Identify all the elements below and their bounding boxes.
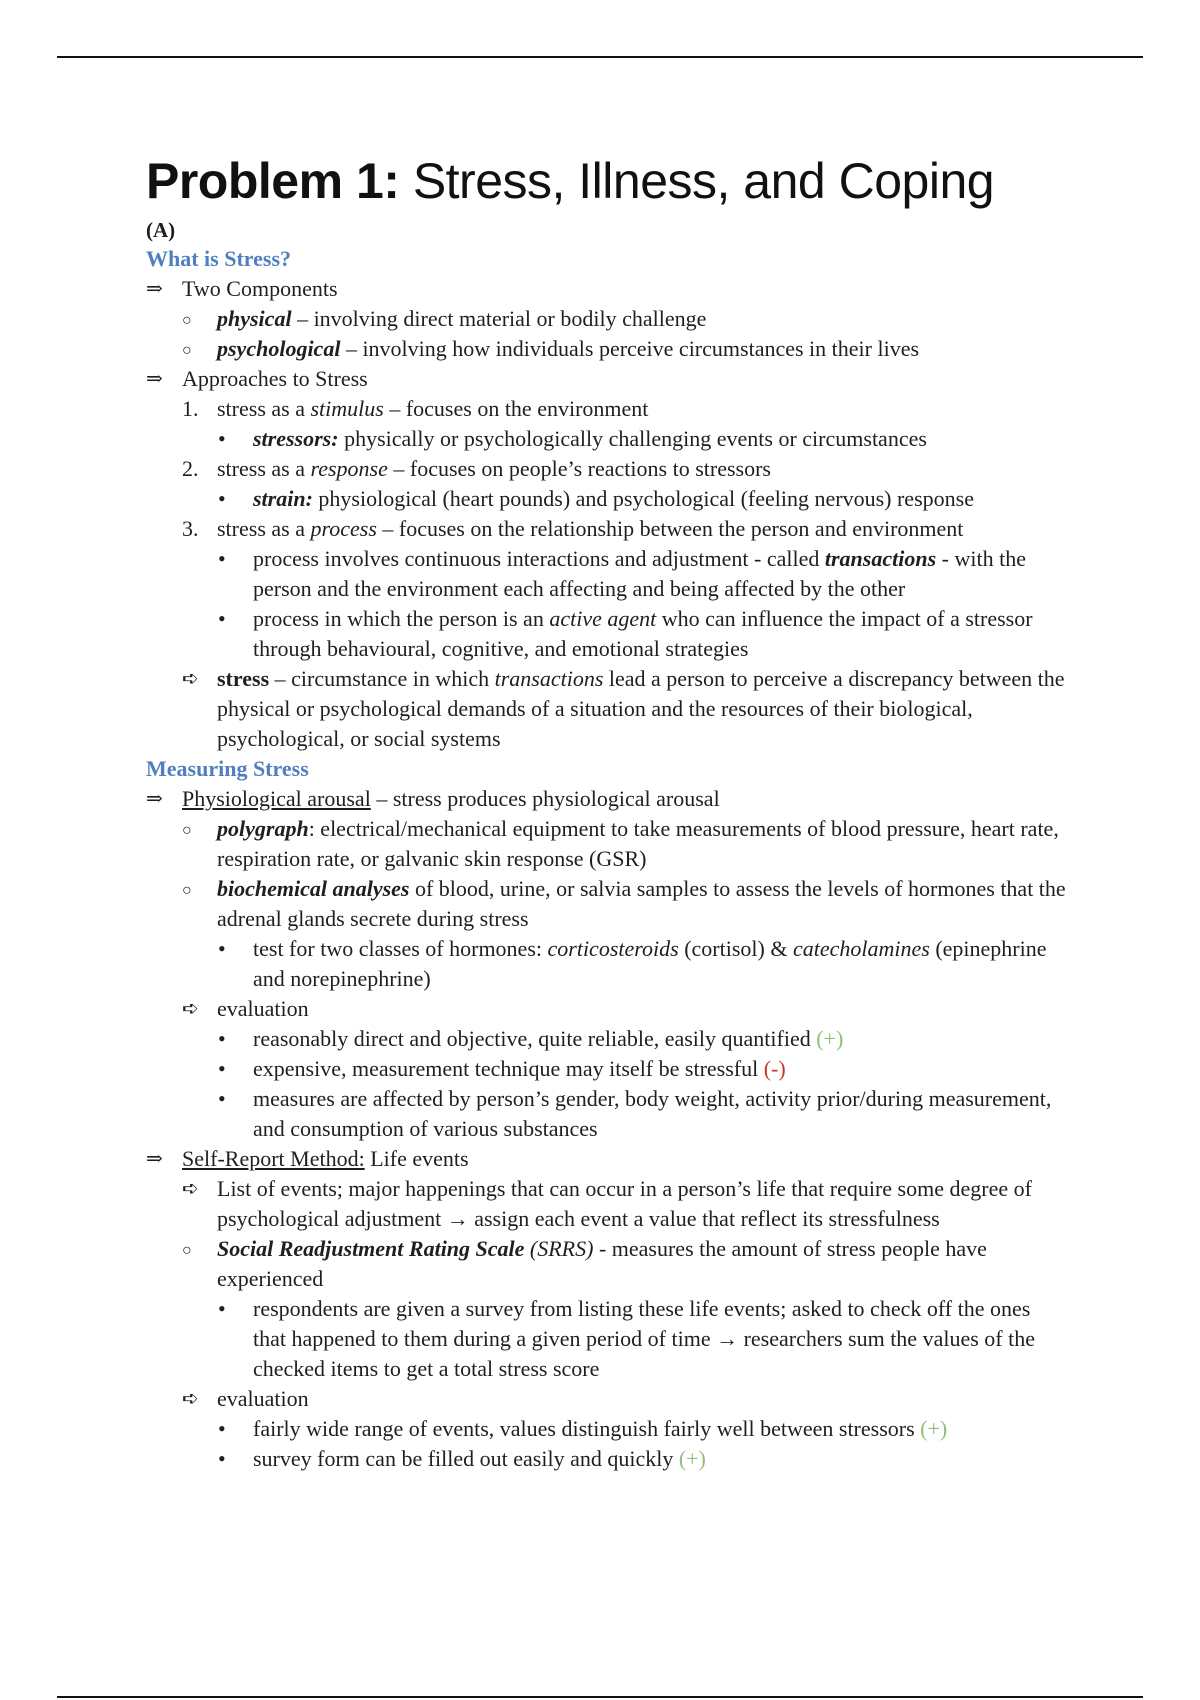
page-title	[146, 150, 1066, 212]
section-marker: (A)	[146, 218, 176, 242]
item-text: Approaches to Stress	[182, 366, 368, 391]
bullet-icon: •	[218, 426, 226, 451]
double-arrow-icon: ⇒	[146, 368, 163, 390]
item-text: biochemical analyses of blood, urine, or salvia samples to assess the levels of hormones that the adrenal glands secrete during stress	[217, 876, 1066, 931]
item-text: evaluation	[217, 1386, 309, 1411]
list-number: 3.	[182, 516, 199, 541]
plus-marker: (+)	[678, 1446, 706, 1471]
list-number: 1.	[182, 396, 199, 421]
plus-marker: (+)	[920, 1416, 948, 1441]
item-text: survey form can be filled out easily and quickly (+)	[253, 1446, 706, 1471]
item-text: Physiological arousal – stress produces physiological arousal	[182, 786, 720, 811]
item-text: Social Readjustment Rating Scale (SRRS) - measures the amount of stress people have experienced	[217, 1236, 987, 1291]
item-text: stress as a response – focuses on people’s reactions to stressors	[217, 456, 771, 481]
bullet-icon: •	[218, 486, 226, 511]
item-text: Two Components	[182, 276, 338, 301]
circle-bullet-icon: ○	[182, 1242, 192, 1259]
item-text: physical – involving direct material or bodily challenge	[217, 306, 707, 331]
hollow-arrow-icon: ➪	[182, 998, 199, 1020]
bullet-icon: •	[218, 1056, 226, 1081]
list-item	[146, 1174, 1066, 1234]
heading-measuring-stress: Measuring Stress	[146, 756, 309, 781]
title-rest: Stress, Illness, and Coping	[412, 153, 995, 209]
list-item	[146, 304, 1066, 334]
bottom-rule	[57, 1696, 1143, 1698]
bullet-icon: •	[218, 1416, 226, 1441]
list-item	[146, 1144, 1066, 1174]
bullet-icon: •	[218, 1086, 226, 1111]
list-item	[146, 1384, 1066, 1414]
list-item	[146, 334, 1066, 364]
item-text: List of events; major happenings that can occur in a person’s life that require some degree of psychological adjustment → assign each event a value that reflect its stressfulness	[217, 1176, 1032, 1231]
list-item	[146, 934, 1066, 994]
list-item	[146, 1054, 1066, 1084]
list-item	[146, 274, 1066, 304]
bullet-icon: •	[218, 936, 226, 961]
item-text: measures are affected by person’s gender, body weight, activity prior/during measurement, and consumption of various substances	[253, 1086, 1052, 1141]
top-rule	[57, 56, 1143, 58]
circle-bullet-icon: ○	[182, 312, 192, 329]
list-item	[146, 1444, 1066, 1474]
heading-what-is-stress: What is Stress?	[146, 246, 292, 271]
item-text: evaluation	[217, 996, 309, 1021]
list-item	[146, 1294, 1066, 1384]
list-item	[146, 664, 1066, 754]
item-text: test for two classes of hormones: corticosteroids (cortisol) & catecholamines (epinephrine and norepinephrine)	[253, 936, 1047, 991]
list-item	[146, 514, 1066, 544]
item-text: respondents are given a survey from listing these life events; asked to check off the ones that happened to them during a given period of time → researchers sum the values of the checked items to get a total stress score	[253, 1296, 1035, 1381]
double-arrow-icon: ⇒	[146, 278, 163, 300]
bullet-icon: •	[218, 1296, 226, 1321]
list-item	[146, 1084, 1066, 1144]
bullet-icon: •	[218, 606, 226, 631]
item-text: expensive, measurement technique may itself be stressful (-)	[253, 1056, 786, 1081]
list-number: 2.	[182, 456, 199, 481]
list-item	[146, 454, 1066, 484]
list-item	[146, 484, 1066, 514]
list-item	[146, 994, 1066, 1024]
list-item	[146, 364, 1066, 394]
hollow-arrow-icon: ➪	[182, 1388, 199, 1410]
minus-marker: (-)	[763, 1056, 786, 1081]
circle-bullet-icon: ○	[182, 342, 192, 359]
item-text: strain: physiological (heart pounds) and psychological (feeling nervous) response	[253, 486, 974, 511]
item-text: polygraph: electrical/mechanical equipment to take measurements of blood pressure, heart rate, respiration rate, or galvanic skin response (GSR)	[217, 816, 1059, 871]
document-page	[146, 150, 1066, 1474]
list-item	[146, 544, 1066, 604]
bullet-icon: •	[218, 546, 226, 571]
list-item	[146, 1024, 1066, 1054]
list-item	[146, 1234, 1066, 1294]
list-item	[146, 424, 1066, 454]
list-item	[146, 604, 1066, 664]
item-text: process involves continuous interactions and adjustment - called transactions - with the person and the environment each affecting and being affected by the other	[253, 546, 1026, 601]
double-arrow-icon: ⇒	[146, 788, 163, 810]
list-item	[146, 814, 1066, 874]
bullet-icon: •	[218, 1446, 226, 1471]
item-text: stress as a stimulus – focuses on the environment	[217, 396, 649, 421]
bullet-icon: •	[218, 1026, 226, 1051]
list-item	[146, 1414, 1066, 1444]
title-bold: Problem 1:	[146, 153, 400, 209]
item-text: fairly wide range of events, values distinguish fairly well between stressors (+)	[253, 1416, 948, 1441]
item-text: stress as a process – focuses on the relationship between the person and environment	[217, 516, 964, 541]
item-text: reasonably direct and objective, quite reliable, easily quantified (+)	[253, 1026, 844, 1051]
hollow-arrow-icon: ➪	[182, 1178, 199, 1200]
list-item	[146, 874, 1066, 934]
circle-bullet-icon: ○	[182, 822, 192, 839]
item-text: psychological – involving how individuals perceive circumstances in their lives	[217, 336, 920, 361]
item-text: stress – circumstance in which transactions lead a person to perceive a discrepancy between the physical or psychological demands of a situation and the resources of their biological, psychological, or social systems	[217, 666, 1065, 751]
double-arrow-icon: ⇒	[146, 1148, 163, 1170]
plus-marker: (+)	[816, 1026, 844, 1051]
circle-bullet-icon: ○	[182, 882, 192, 899]
item-text: Self-Report Method: Life events	[182, 1146, 469, 1171]
item-text: process in which the person is an active agent who can influence the impact of a stressor through behavioural, cognitive, and emotional strategies	[253, 606, 1033, 661]
hollow-arrow-icon: ➪	[182, 668, 199, 690]
item-text: stressors: physically or psychologically challenging events or circumstances	[253, 426, 927, 451]
list-item	[146, 784, 1066, 814]
list-item	[146, 394, 1066, 424]
